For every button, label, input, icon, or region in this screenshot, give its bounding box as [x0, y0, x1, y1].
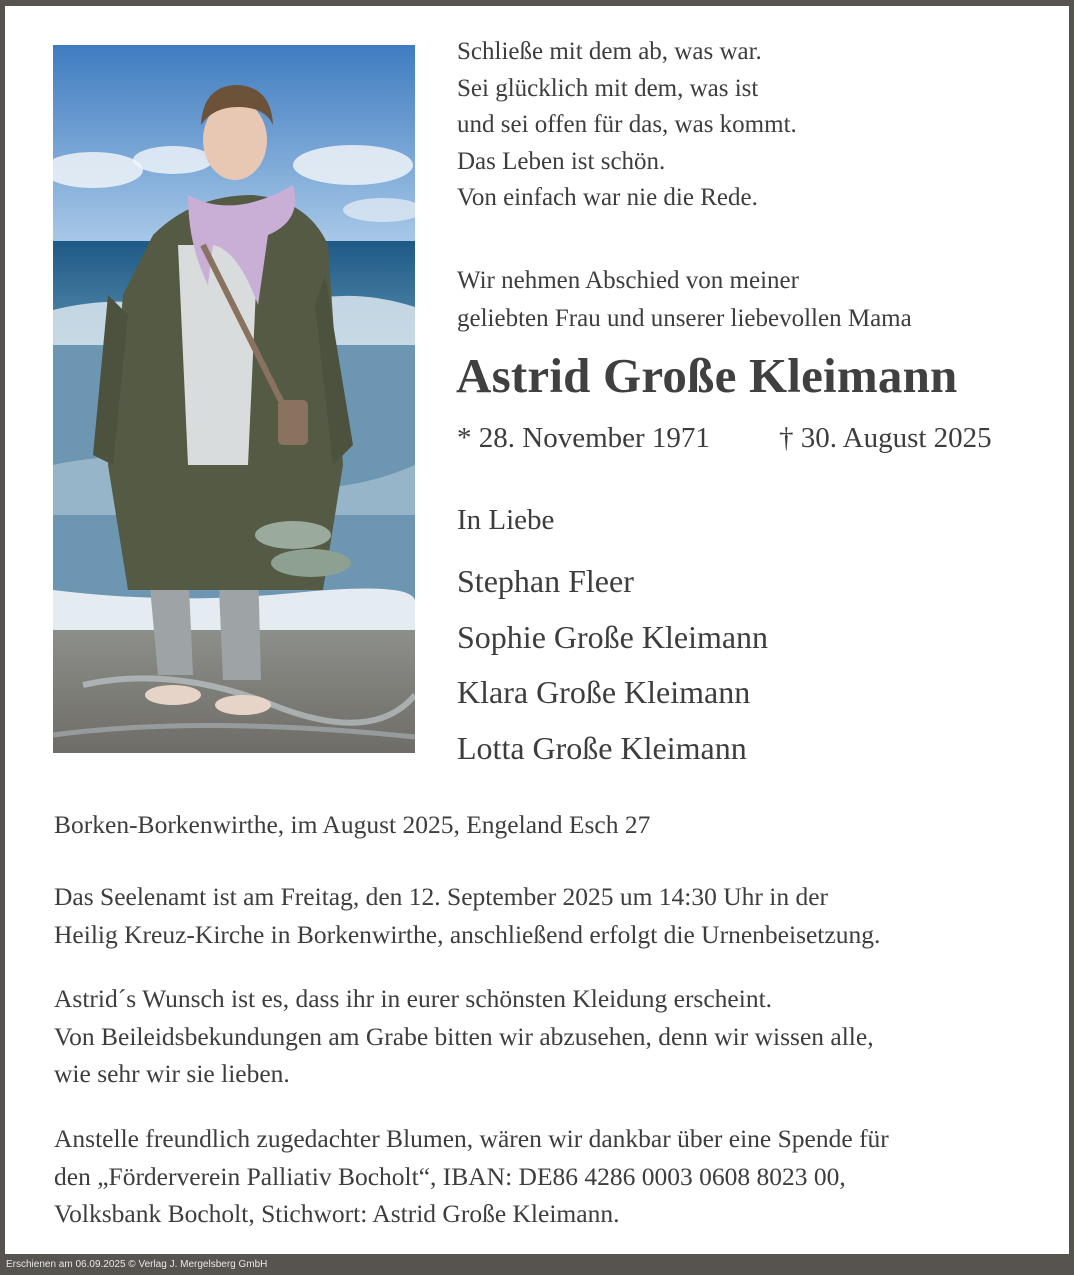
mourners-intro: In Liebe — [457, 504, 555, 536]
wish-notice — [54, 980, 874, 1093]
poem-line: und sei offen für das, was kommt. — [457, 111, 797, 138]
birth-date: * 28. November 1971 — [457, 422, 710, 454]
poem — [457, 34, 797, 217]
donation-notice — [54, 1120, 889, 1233]
deceased-name: Astrid Große Kleimann — [456, 348, 958, 403]
publisher-credit: Erschienen am 06.09.2025 © Verlag J. Mergelsberg GmbH — [6, 1259, 268, 1270]
service-line: Das Seelenamt ist am Freitag, den 12. September 2025 um 14:30 Uhr in der — [54, 882, 829, 911]
mourner-name: Sophie Große Kleimann — [457, 618, 769, 655]
death-date: † 30. August 2025 — [779, 422, 992, 454]
service-notice — [54, 878, 880, 953]
farewell-text — [457, 262, 912, 338]
poem-line: Von einfach war nie die Rede. — [457, 184, 758, 211]
donation-line: den „Förderverein Palliativ Bocholt“, IBAN: DE86 4286 0003 0608 8023 00, — [54, 1161, 846, 1191]
poem-line: Das Leben ist schön. — [457, 147, 666, 175]
mourner-name: Lotta Große Kleimann — [457, 729, 747, 766]
wish-line: Astrid´s Wunsch ist es, dass ihr in eurer schönsten Kleidung erscheint. — [54, 984, 773, 1013]
mourners-list — [457, 554, 768, 776]
wish-line: Von Beileidsbekundungen am Grabe bitten wir abzusehen, denn wir wissen alle, — [54, 1021, 874, 1051]
location-line: Borken-Borkenwirthe, im August 2025, Engeland Esch 27 — [54, 810, 651, 839]
donation-line: Anstelle freundlich zugedachter Blumen, wären wir dankbar über eine Spende für — [54, 1124, 889, 1153]
mourner-name: Klara Große Kleimann — [457, 674, 751, 710]
farewell-line: Wir nehmen Abschied von meiner — [457, 267, 799, 294]
donation-line: Volksbank Bocholt, Stichwort: Astrid Große Kleimann. — [54, 1199, 620, 1228]
wish-line: wie sehr wir sie lieben. — [54, 1059, 290, 1088]
poem-line: Schließe mit dem ab, was war. — [457, 38, 762, 65]
portrait-photo — [53, 45, 415, 753]
poem-line: Sei glücklich mit dem, was ist — [457, 74, 759, 102]
mourner-name: Stephan Fleer — [457, 563, 634, 599]
farewell-line: geliebten Frau und unserer liebevollen Mama — [457, 305, 912, 332]
service-line: Heilig Kreuz-Kirche in Borkenwirthe, anschließend erfolgt die Urnenbeisetzung. — [54, 919, 881, 949]
